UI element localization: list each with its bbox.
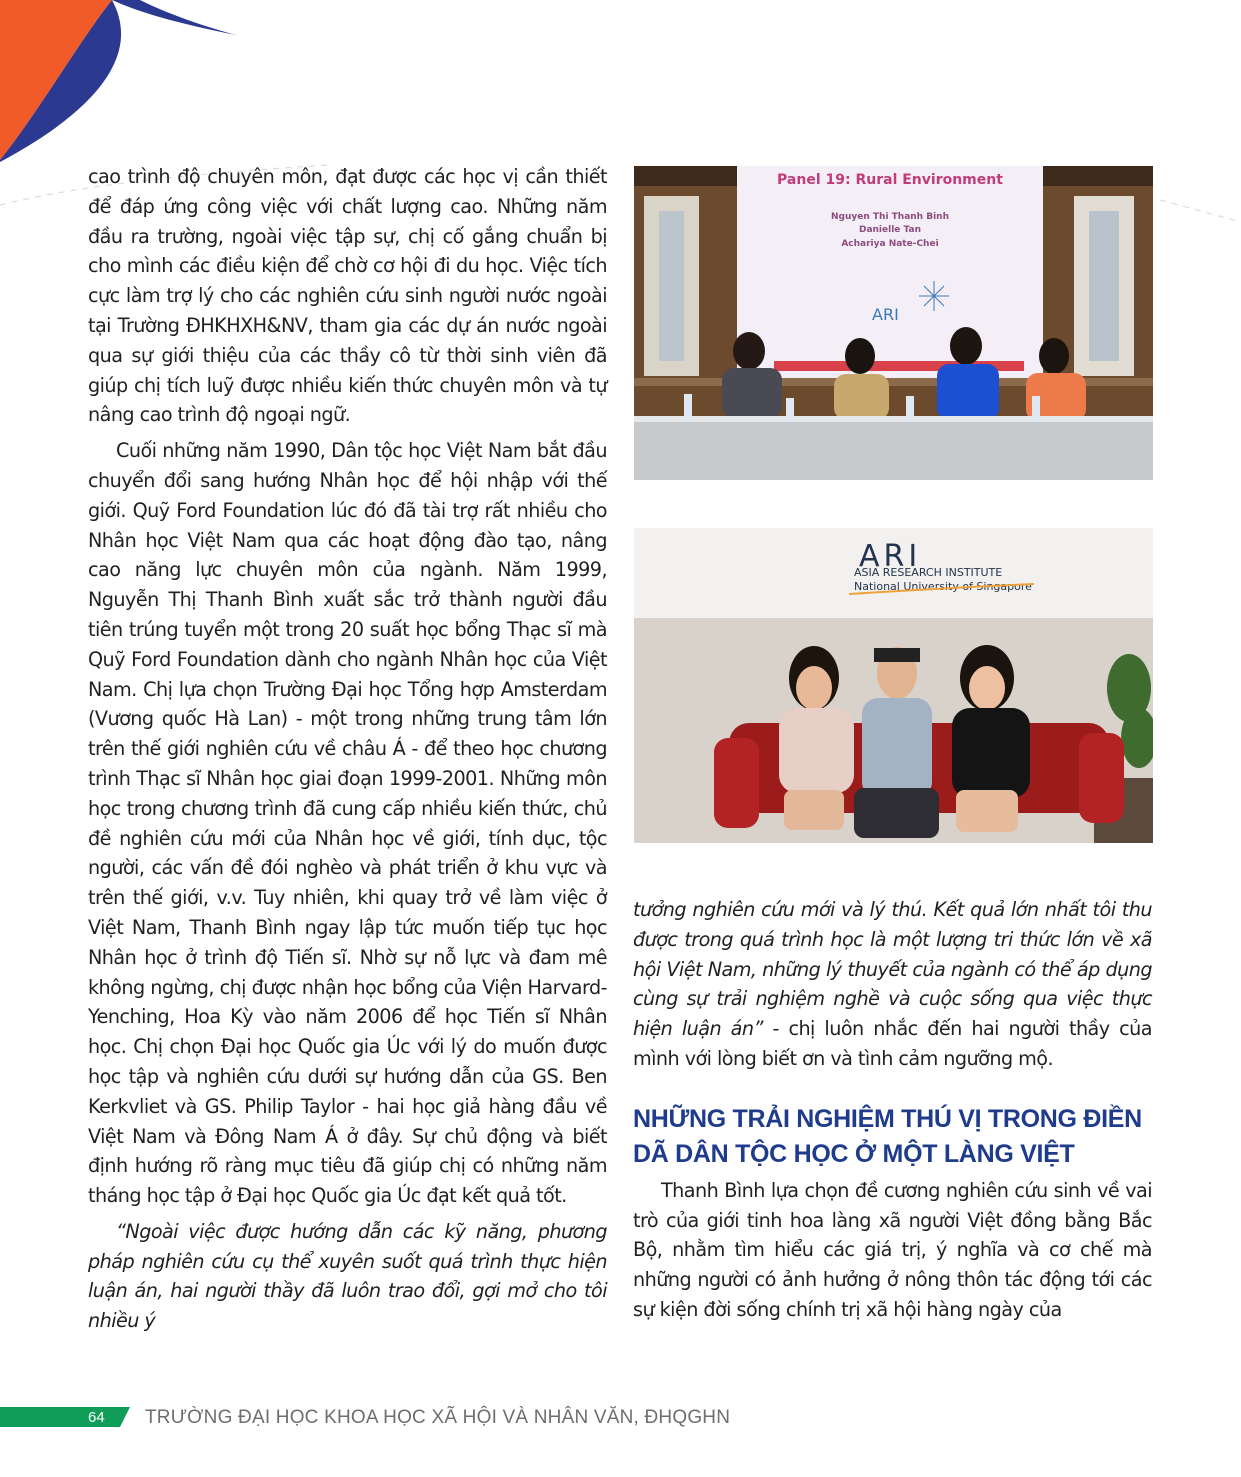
panel-title: Panel 19: Rural Environment — [777, 172, 1003, 188]
sofa-ari-logo: ARI — [859, 539, 922, 574]
institute-name: ASIA RESEARCH INSTITUTE — [854, 566, 1003, 579]
left-paragraph-1: cao trình độ chuyên môn, đạt được các học vị cần thiết để đáp ứng công việc với chất lượng cao. Những năm đầu ra trường, ngoài việc tập sự, chị cố gắng chuẩn bị cho mình các điều kiện để chờ cơ hội đi du học. Việc tích cực làm trợ lý cho các nghiên cứu sinh người nước ngoài tại Trường ĐHKHXH&NV, tham gia các dự án nước ngoài qua sự giới thiệu của các thầy cô từ thời sinh viên đã giúp chị tích luỹ được nhiều kiến thức chuyên môn và tự nâng cao trình độ ngoại ngữ. — [88, 165, 607, 427]
panel-photo — [634, 166, 1153, 480]
right-paragraph-2: Thanh Bình lựa chọn đề cương nghiên cứu sinh về vai trò của giới tinh hoa làng xã người Việt đồng bằng Bắc Bộ, nhằm tìm hiểu các giá trị, ý nghĩa và cơ chế mà những người có ảnh hưởng ở nông thôn tác động tới các sự kiện đời sống chính trị xã hội hàng ngày của — [633, 1178, 1152, 1321]
white-wave — [140, 0, 1241, 120]
quote-attribution: - chị luôn nhắc đến hai người thầy của mình với lòng biết ơn và tình cảm ngưỡng mộ. — [633, 1017, 1152, 1070]
footer-institution: TRƯỜNG ĐẠI HỌC KHOA HỌC XÃ HỘI VÀ NHÂN VĂN, ĐHQGHN — [145, 1407, 731, 1428]
table — [634, 416, 1153, 480]
panel-name-2: Danielle Tan — [858, 225, 922, 235]
three-people — [779, 645, 1030, 838]
quote-continuation: tưởng nghiên cứu mới và lý thú. Kết quả lớn nhất tôi thu được trong quá trình học là một lượng tri thức lớn về xã hội Việt Nam, những lý thuyết của ngành có thể áp dụng cùng sự trải nghiệm nghề và cuộc sống qua việc thực hiện luận án” — [633, 898, 1152, 1041]
left-column — [88, 162, 607, 1336]
right-paragraph-1 — [633, 895, 1152, 1074]
panel-name-3: Achariya Nate-Chei — [841, 239, 939, 249]
university-name: National University of Singapore — [854, 580, 1032, 593]
panel-name-1: Nguyen Thi Thanh Binh — [831, 212, 949, 222]
grey-wave-right — [1160, 200, 1241, 222]
left-paragraph-3-quote: “Ngoài việc được hướng dẫn các kỹ năng, phương pháp nghiên cứu cụ thể xuyên suốt quá trình thực hiện luận án, hai người thầy đã luôn trao đổi, gợi mở cho tôi nhiều ý — [88, 1219, 607, 1333]
sofa-photo — [634, 528, 1153, 843]
right-column — [633, 895, 1152, 1325]
section-heading: NHỮNG TRẢI NGHIỆM THÚ VỊ TRONG ĐIỀN DÃ DÂN TỘC HỌC Ở MỘT LÀNG VIỆT — [633, 1104, 1142, 1168]
projection-screen — [737, 166, 1043, 378]
page-number: 64 — [88, 1409, 105, 1426]
panel-ari-logo: ARI — [872, 305, 899, 324]
left-paragraph-2: Cuối những năm 1990, Dân tộc học Việt Nam bắt đầu chuyển đổi sang hướng Nhân học để hội nhập với thế giới. Quỹ Ford Foundation lúc đó đã tài trợ rất nhiều cho Nhân học Việt Nam qua các hoạt động đào tạo, nâng cao năng lực chuyên môn của ngành. Năm 1999, Nguyễn Thị Thanh Bình xuất sắc trở thành người đầu tiên trúng tuyển một trong 20 suất học bổng Thạc sĩ mà Quỹ Ford Foundation dành cho ngành Nhân học của Việt Nam. Chị lựa chọn Trường Đại học Tổng hợp Amsterdam (Vương quốc Hà Lan) - một trong những trung tâm lớn trên thế giới nghiên cứu về châu Á - để theo học chương trình Thạc sĩ Nhân học giai đoạn 1999-2001. Những môn học trong chương trình đã cung cấp nhiều kiến thức, chủ đề nghiên cứu mới của Nhân học về giới, tính dục, tộc người, các vấn đề đói nghèo và phát triển ở khu vực và trên thế giới, v.v. Tuy nhiên, khi quay trở về làm việc ở Việt Nam, Thanh Bình ngay lập tức muốn tiếp tục học Nhân học ở trình độ Tiến sĩ. Nhờ sự nỗ lực và đam mê không ngừng, chị được nhận học bổng của Viện Harvard-Yenching, Hoa Kỳ vào năm 2006 để học Tiến sĩ Nhân học. Chị chọn Đại học Quốc gia Úc với lý do muốn được học tập và nghiên cứu dưới sự hướng dẫn của GS. Ben Kerkvliet và GS. Philip Taylor - hai học giả hàng đầu về Việt Nam và Đông Nam Á ở đây. Sự chủ động và biết định hướng rõ ràng mục tiêu đã giúp chị có những năm tháng học tập ở Đại học Quốc gia Úc đạt kết quả tốt. — [88, 439, 607, 1208]
